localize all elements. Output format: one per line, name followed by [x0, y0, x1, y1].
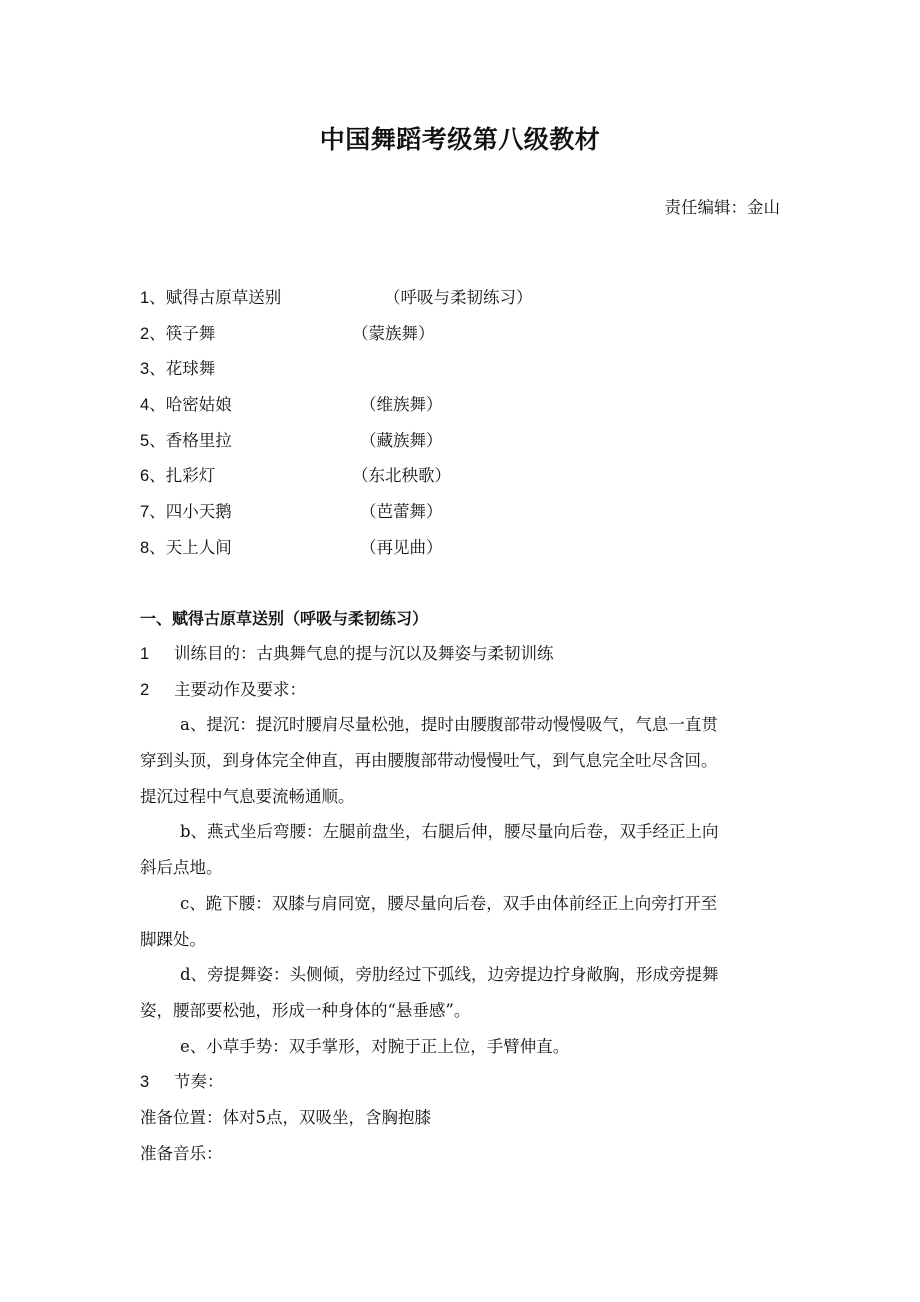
paragraph-line: 脚踝处。	[140, 929, 206, 949]
paragraph-line: 斜后点地。	[140, 858, 223, 878]
toc-item-number: 1、	[140, 289, 166, 307]
paragraph-line: a、提沉：提沉时腰肩尽量松弛，提时由腰腹部带动慢慢吸气，气息一直贯	[180, 715, 718, 735]
toc-item	[140, 286, 780, 322]
section-heading: 一、赋得古原草送别（呼吸与柔韧练习）	[140, 609, 429, 628]
numbered-paragraph	[140, 672, 785, 708]
paragraph-number: 2	[140, 680, 150, 699]
toc-item-type: （东北秧歌）	[352, 466, 451, 486]
prep-position-line: 准备位置：体对5点，双吸坐，含胸抱膝	[140, 1107, 431, 1127]
toc-item-type: （蒙族舞）	[352, 323, 435, 343]
numbered-paragraph	[140, 1064, 785, 1100]
toc-item-name: 哈密姑娘	[165, 395, 232, 415]
toc-item	[140, 429, 780, 465]
paragraph-line: 穿到头顶，到身体完全伸直，再由腰腹部带动慢慢吐气，到气息完全吐尽含回。	[140, 751, 718, 771]
paragraph-line: 提沉过程中气息要流畅通顺。	[140, 786, 355, 806]
toc-item-name: 香格里拉	[165, 430, 232, 450]
paragraph-line: c、跪下腰：双膝与肩同宽，腰尽量向后卷，双手由体前经正上向旁打开至	[180, 893, 718, 913]
toc-item	[140, 357, 780, 393]
editor-credit: 责任编辑：金山	[664, 198, 780, 217]
paragraph-number: 1	[140, 645, 150, 663]
toc-item-type: （维族舞）	[360, 395, 443, 415]
toc-item	[140, 322, 780, 358]
section-body	[140, 636, 785, 1171]
toc-item-number: 3、	[140, 360, 166, 379]
paragraph-line: b、燕式坐后弯腰：左腿前盘坐，右腿后伸，腰尽量向后卷，双手经正上向	[180, 822, 719, 842]
toc-item-type: （呼吸与柔韧练习）	[384, 288, 533, 307]
paragraph-line: d、旁提舞姿：头侧倾，旁肋经过下弧线，边旁提边拧身敞胸，形成旁提舞	[180, 965, 719, 985]
toc-item-number: 8、	[140, 538, 166, 557]
toc-item-number: 6、	[140, 467, 166, 486]
prep-music-line: 准备音乐：	[140, 1143, 223, 1163]
toc-item-name: 花球舞	[165, 359, 216, 379]
paragraph-line: e、小草手势：双手掌形，对腕于正上位，手臂伸直。	[180, 1036, 570, 1056]
toc-item-number: 7、	[140, 503, 166, 522]
toc-item	[140, 536, 780, 572]
document-title: 中国舞蹈考级第八级教材	[319, 125, 601, 154]
toc-item-name: 天上人间	[165, 537, 232, 557]
paragraph-text: 训练目的：古典舞气息的提与沉以及舞姿与柔韧训练	[174, 644, 554, 663]
table-of-contents	[140, 286, 780, 572]
toc-item	[140, 500, 780, 536]
toc-item-type: （再见曲）	[360, 537, 443, 557]
paragraph-text: 主要动作及要求：	[174, 679, 306, 699]
toc-item-name: 四小天鹅	[165, 502, 232, 522]
toc-item-number: 5、	[140, 431, 166, 450]
toc-item-type: （芭蕾舞）	[360, 502, 443, 522]
numbered-paragraph	[140, 636, 785, 672]
paragraph-number: 3	[140, 1073, 150, 1092]
toc-item-number: 4、	[140, 396, 166, 415]
toc-item-name: 扎彩灯	[165, 466, 216, 486]
toc-item	[140, 393, 780, 429]
paragraph-text: 节奏：	[174, 1072, 224, 1092]
toc-item-name: 赋得古原草送别	[165, 288, 282, 307]
toc-item-name: 筷子舞	[165, 323, 216, 343]
toc-item	[140, 464, 780, 500]
toc-item-type: （藏族舞）	[360, 430, 443, 450]
toc-item-number: 2、	[140, 324, 166, 343]
paragraph-line: 姿，腰部要松弛，形成一种身体的“悬垂感”。	[140, 1000, 471, 1020]
